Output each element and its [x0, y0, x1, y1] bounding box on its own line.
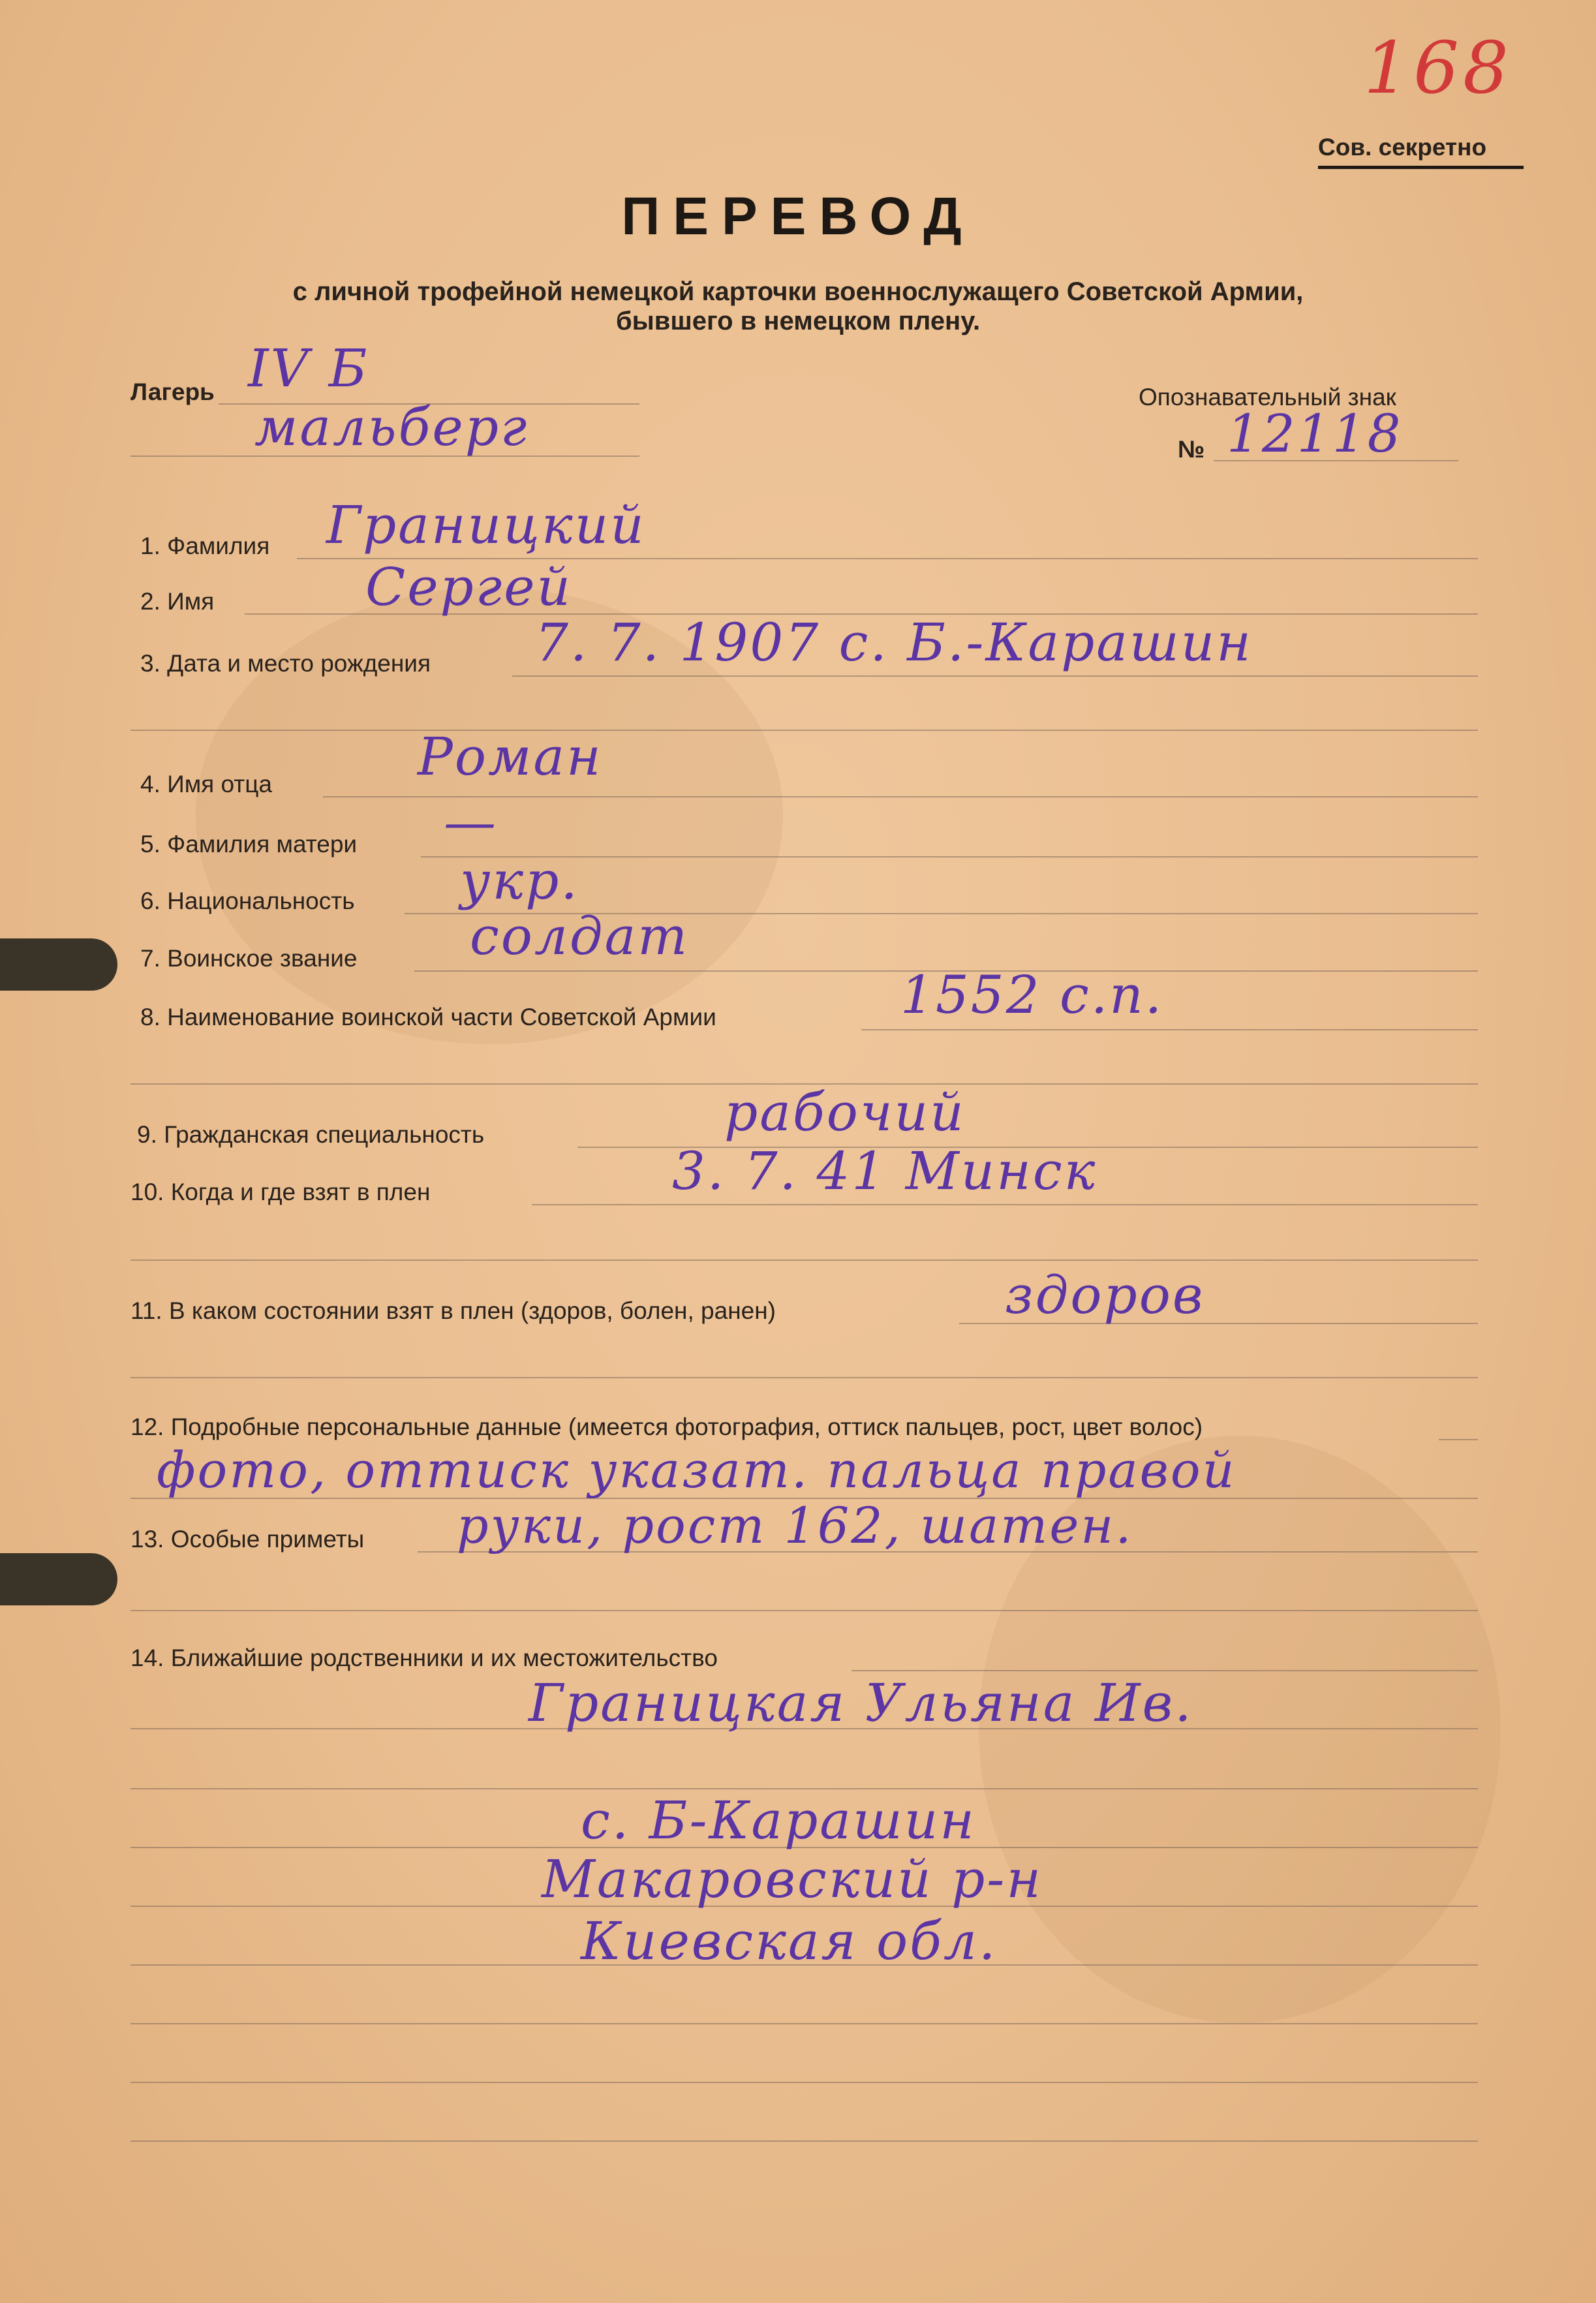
field-11-value: здоров — [1005, 1265, 1205, 1325]
field-7-value: солдат — [470, 906, 690, 966]
field-11-label: 11. В каком состоянии взят в плен (здоров, болен, ранен) — [130, 1297, 776, 1324]
camp-value-2: мальберг — [254, 397, 529, 457]
field-9-value: рабочий — [724, 1082, 966, 1143]
punch-notch — [0, 938, 117, 991]
field-1-value: Границкий — [326, 495, 646, 555]
field-8-value: 1552 с.п. — [900, 965, 1164, 1025]
field-12-value: фото, оттиск указат. пальца правой — [157, 1441, 1236, 1499]
camp-label: Лагерь — [130, 379, 215, 405]
field-14-rule-3 — [130, 1788, 1478, 1789]
field-14-label: 14. Ближайшие родственники и их местожительство — [130, 1645, 718, 1671]
field-2-label: 2. Имя — [140, 588, 215, 615]
field-6-value: укр. — [460, 850, 579, 911]
field-14-rule-7 — [130, 2023, 1478, 2024]
field-7-label: 7. Воинское звание — [140, 945, 358, 972]
id-number-label: № — [1178, 436, 1205, 463]
field-1-label: 1. Фамилия — [140, 533, 270, 559]
field-6-label: 6. Национальность — [140, 888, 355, 914]
field-14-rule — [852, 1670, 1478, 1671]
field-14-value-line-4: Киевская обл. — [581, 1911, 998, 1971]
classification-underline — [1318, 166, 1524, 169]
field-9-label: 9. Гражданская специальность — [137, 1121, 485, 1148]
field-13-value: руки, рост 162, шатен. — [457, 1496, 1133, 1554]
field-10-value: 3. 7. 41 Минск — [672, 1141, 1097, 1201]
field-10-rule — [532, 1204, 1478, 1205]
field-5-value: — — [444, 792, 498, 852]
field-3-rule — [512, 675, 1478, 677]
page-number: 168 — [1364, 26, 1512, 110]
field-11-rule-2 — [130, 1377, 1478, 1378]
field-14-value-line-2: с. Б-Карашин — [581, 1790, 976, 1851]
field-5-rule — [421, 856, 1478, 858]
field-14-value-line-3: Макаровский р-н — [542, 1849, 1043, 1909]
field-12-rule — [1439, 1439, 1478, 1440]
field-4-label: 4. Имя отца — [140, 771, 272, 797]
subtitle-line-2: бывшего в немецком плену. — [615, 307, 981, 335]
field-13-rule-2 — [130, 1610, 1478, 1611]
field-10-rule-2 — [130, 1260, 1478, 1261]
field-3-label: 3. Дата и место рождения — [140, 650, 431, 677]
field-4-value: Роман — [418, 726, 603, 787]
subtitle-line-1: с личной трофейной немецкой карточки военнослужащего Советской Армии, — [292, 277, 1304, 306]
field-3-value: 7. 7. 1907 с. Б.-Карашин — [535, 612, 1253, 673]
punch-notch — [0, 1553, 117, 1605]
field-2-value: Сергей — [365, 557, 573, 617]
field-8-label: 8. Наименование воинской части Советской Армии — [140, 1004, 716, 1030]
field-14-rule-8 — [130, 2082, 1478, 2083]
field-13-label: 13. Особые приметы — [130, 1526, 365, 1553]
classification-stamp: Сов. секретно — [1318, 134, 1487, 161]
camp-value: IV Б — [248, 338, 369, 399]
field-8-rule — [861, 1029, 1478, 1030]
id-sign-label: Опознавательный знак — [1139, 384, 1396, 410]
field-14-rule-9 — [130, 2141, 1478, 2142]
field-14-value-line-1: Границкая Ульяна Ив. — [529, 1673, 1193, 1733]
id-value: 12118 — [1227, 403, 1403, 464]
document-title: ПЕРЕВОД — [621, 187, 975, 246]
field-10-label: 10. Когда и где взят в плен — [130, 1179, 431, 1205]
field-5-label: 5. Фамилия матери — [140, 831, 358, 858]
field-3-rule-2 — [130, 730, 1478, 731]
field-12-label: 12. Подробные персональные данные (имеется фотография, оттиск пальцев, рост, цвет волос) — [130, 1414, 1203, 1440]
